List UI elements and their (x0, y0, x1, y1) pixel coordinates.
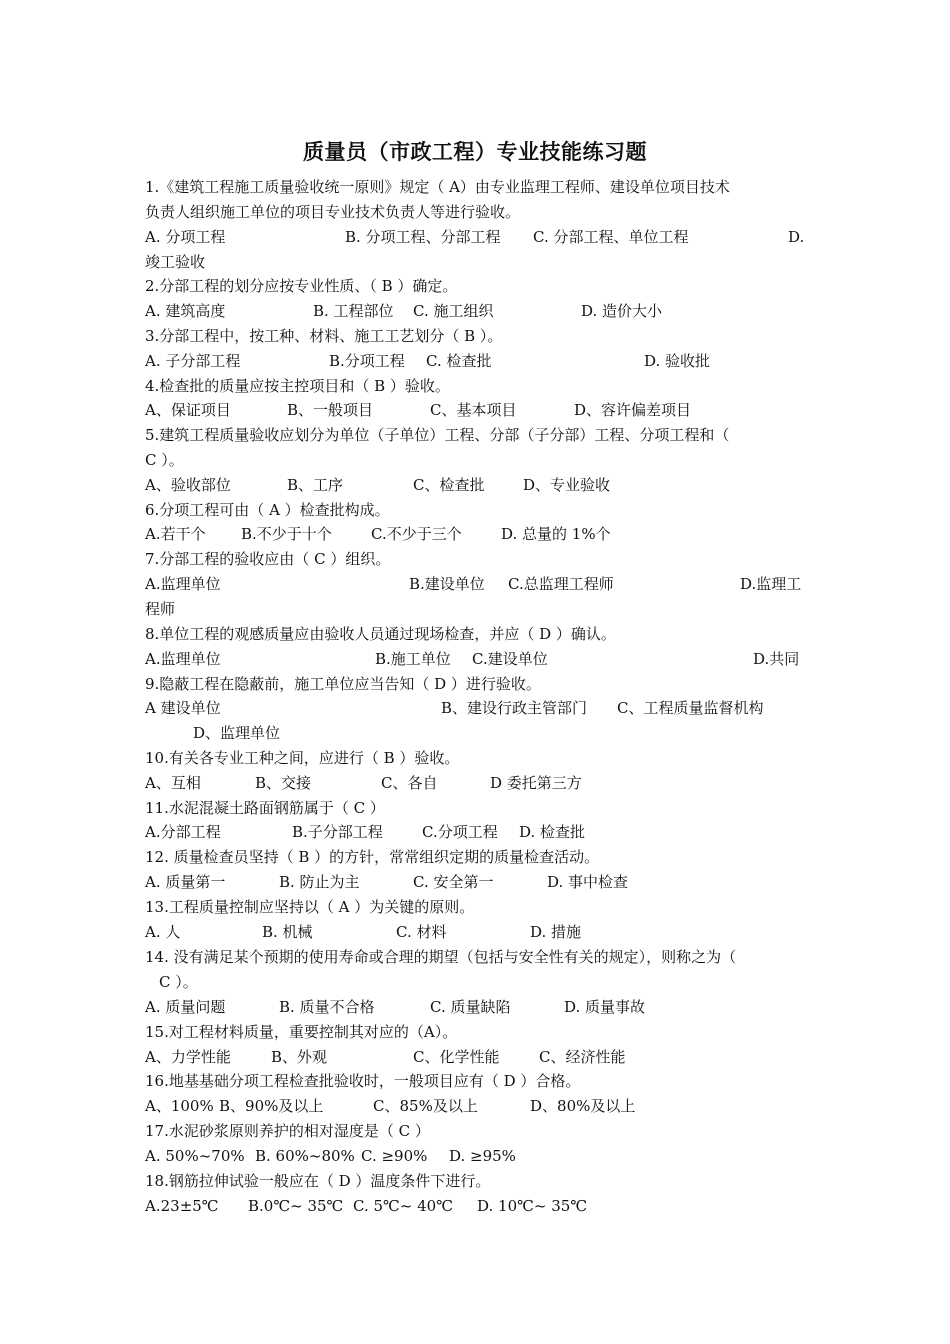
option-text: B. 质量不合格 (279, 998, 375, 1016)
line-text: 18.钢筋拉伸试验一般应在（ D ）温度条件下进行。 (145, 1172, 491, 1190)
option-text: A. 分项工程 (145, 228, 226, 246)
option-text: C、各自 (381, 774, 438, 792)
option-text: D. 验收批 (644, 352, 711, 370)
line-text: D、监理单位 (193, 724, 281, 742)
option-text: B. 60%~80% (255, 1147, 355, 1165)
line-text: 竣工验收 (145, 253, 206, 271)
document-title: 质量员（市政工程）专业技能练习题 (303, 140, 647, 164)
option-text: D. ≥95% (449, 1147, 516, 1165)
option-text: C. ≥90% (361, 1147, 428, 1165)
option-text: B. 机械 (262, 923, 313, 941)
option-text: D. (788, 228, 805, 246)
line-text: 7.分部工程的验收应由（ C ）组织。 (145, 550, 391, 568)
line-text: 程师 (145, 600, 176, 618)
option-text: A. 建筑高度 (145, 302, 226, 320)
option-text: A、100% (145, 1097, 214, 1115)
option-text: D. 检查批 (519, 823, 586, 841)
option-text: A.若干个 (145, 525, 206, 543)
option-text: D. 10℃~ 35℃ (477, 1197, 588, 1215)
option-text: C.不少于三个 (371, 525, 462, 543)
option-text: C. 检查批 (426, 352, 492, 370)
option-text: A. 人 (145, 923, 181, 941)
option-text: A.分部工程 (145, 823, 221, 841)
option-text: D. 造价大小 (581, 302, 663, 320)
option-text: D、80%及以上 (530, 1097, 636, 1115)
option-text: B.子分部工程 (292, 823, 383, 841)
line-text: C ）。 (159, 973, 198, 991)
option-text: A.23±5℃ (145, 1197, 219, 1215)
option-text: A.监理单位 (145, 650, 221, 668)
option-text: B.建设单位 (409, 575, 485, 593)
option-text: B、一般项目 (287, 401, 374, 419)
option-text: D. 质量事故 (564, 998, 646, 1016)
option-text: D、容许偏差项目 (574, 401, 692, 419)
line-text: 9.隐蔽工程在隐蔽前，施工单位应当告知（ D ）进行验收。 (145, 675, 541, 693)
option-text: A、保证项目 (145, 401, 231, 419)
option-text: B、建设行政主管部门 (441, 699, 588, 717)
option-text: B. 防止为主 (279, 873, 360, 891)
option-text: C.总监理工程师 (508, 575, 614, 593)
line-text: 13.工程质量控制应坚持以（ A ）为关键的原则。 (145, 898, 475, 916)
line-text: 15.对工程材料质量，重要控制其对应的（A）。 (145, 1023, 458, 1041)
line-text: 17.水泥砂浆原则养护的相对湿度是（ C ） (145, 1122, 430, 1140)
option-text: B、交接 (255, 774, 312, 792)
option-text: A. 子分部工程 (145, 352, 241, 370)
line-text: 12. 质量检查员坚持（ B ）的方针，常常组织定期的质量检查活动。 (145, 848, 600, 866)
line-text: 1.《建筑工程施工质量验收统一原则》规定（ A）由专业监理工程师、建设单位项目技术 (145, 178, 730, 196)
option-text: C、化学性能 (413, 1048, 500, 1066)
option-text: C、工程质量监督机构 (617, 699, 764, 717)
option-text: C. 分部工程、单位工程 (533, 228, 689, 246)
option-text: C. 质量缺陷 (430, 998, 511, 1016)
line-text: 16.地基基础分项工程检查批验收时，一般项目应有（ D ）合格。 (145, 1072, 581, 1090)
option-text: B. 分项工程、分部工程 (345, 228, 501, 246)
option-text: B、工序 (287, 476, 344, 494)
line-text: 2.分部工程的划分应按专业性质、（ B ）确定。 (145, 277, 458, 295)
line-text: 5.建筑工程质量验收应划分为单位（子单位）工程、分部（子分部）工程、分项工程和（ (145, 426, 730, 444)
option-text: A. 50%~70% (145, 1147, 245, 1165)
option-text: D.共同 (753, 650, 800, 668)
option-text: A、验收部位 (145, 476, 231, 494)
line-text: 负责人组织施工单位的项目专业技术负责人等进行验收。 (145, 203, 521, 221)
option-text: C. 材料 (396, 923, 447, 941)
option-text: B.不少于十个 (241, 525, 332, 543)
option-text: D. 措施 (530, 923, 582, 941)
option-text: B. 工程部位 (313, 302, 394, 320)
option-text: C.分项工程 (422, 823, 498, 841)
option-text: C. 安全第一 (413, 873, 494, 891)
option-text: A.监理单位 (145, 575, 221, 593)
option-text: A 建设单位 (145, 699, 221, 717)
option-text: C、检查批 (413, 476, 485, 494)
line-text: 14. 没有满足某个预期的使用寿命或合理的期望（包括与安全性有关的规定），则称之为（ (145, 948, 737, 966)
line-text: 3.分部工程中，按工种、材料、施工工艺划分（ B ）。 (145, 327, 503, 345)
option-text: D.监理工 (740, 575, 802, 593)
option-text: C、基本项目 (430, 401, 517, 419)
option-text: D. 事中检查 (547, 873, 629, 891)
option-text: B、外观 (271, 1048, 328, 1066)
option-text: A、力学性能 (145, 1048, 231, 1066)
line-text: 8.单位工程的观感质量应由验收人员通过现场检查，并应（ D ）确认。 (145, 625, 616, 643)
option-text: A. 质量第一 (145, 873, 226, 891)
option-text: B、90%及以上 (219, 1097, 324, 1115)
option-text: C、经济性能 (539, 1048, 626, 1066)
option-text: B.施工单位 (375, 650, 451, 668)
option-text: C. 5℃~ 40℃ (353, 1197, 454, 1215)
line-text: C ）。 (145, 451, 184, 469)
line-text: 11.水泥混凝土路面钢筋属于（ C ） (145, 799, 385, 817)
line-text: 6.分项工程可由（ A ）检查批构成。 (145, 501, 390, 519)
option-text: D、专业验收 (523, 476, 611, 494)
option-text: B.分项工程 (329, 352, 405, 370)
option-text: A、互相 (145, 774, 201, 792)
line-text: 10.有关各专业工种之间，应进行（ B ）验收。 (145, 749, 460, 767)
option-text: C. 施工组织 (413, 302, 494, 320)
line-text: 4.检查批的质量应按主控项目和（ B ）验收。 (145, 377, 450, 395)
option-text: D 委托第三方 (490, 774, 582, 792)
option-text: C.建设单位 (472, 650, 548, 668)
option-text: A. 质量问题 (145, 998, 226, 1016)
option-text: C、85%及以上 (373, 1097, 478, 1115)
option-text: B.0℃~ 35℃ (248, 1197, 344, 1215)
option-text: D. 总量的 1%个 (501, 525, 611, 543)
